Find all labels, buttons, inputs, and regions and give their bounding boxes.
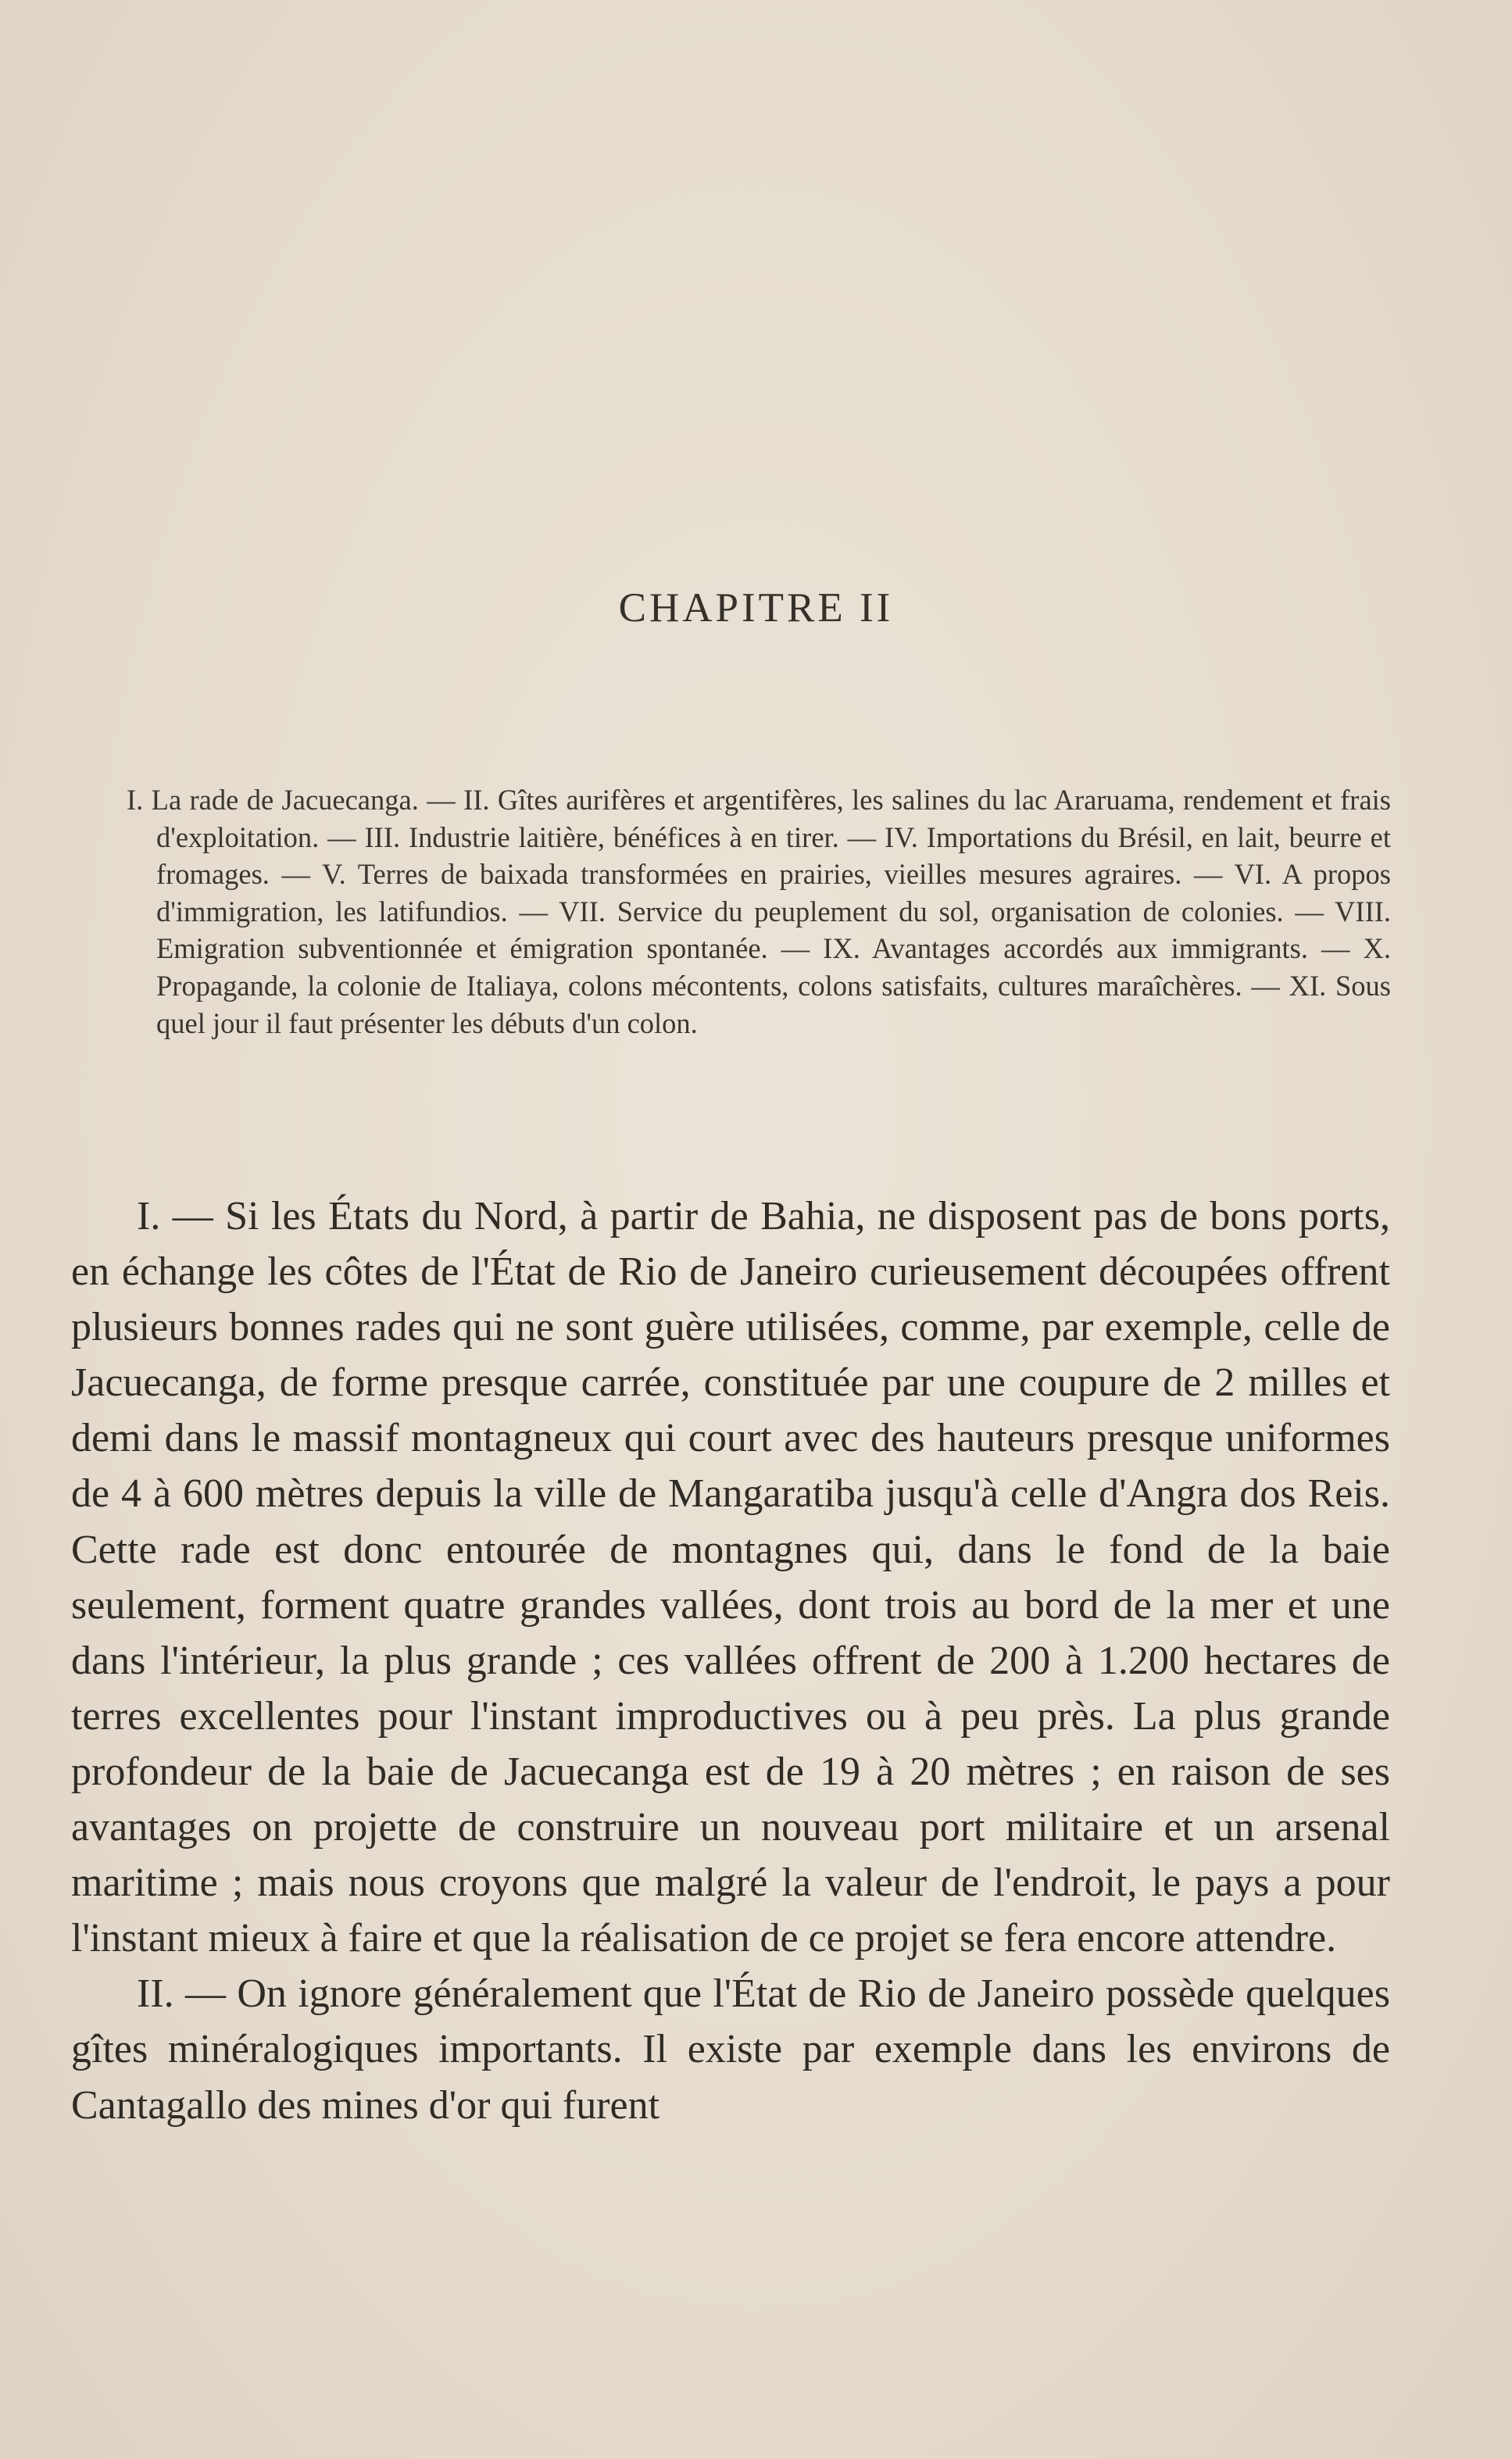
chapter-summary: I. La rade de Jacuecanga. — II. Gîtes aurifères et argentifères, les salines du lac Araruama, rendement et frais d'exploitation. — III. Industrie laitière, bénéfices à en tirer. — IV. Importations du Brésil, en lait, beurre et fromages. — V. Terres de baixada transformées en prairies, vieilles mesures agraires. — VI. A propos d'immigration, les latifundios. — VII. Service du peuplement du sol, organisation de colonies. — VIII. Emigration subventionnée et émigration spontanée. — IX. Avantages accordés aux immigrants. — X. Propagande, la colonie de Italiaya, colons mécontents, colons satisfaits, cultures maraîchères. — XI. Sous quel jour il faut présenter les débuts d'un colon. [127, 784, 1391, 1039]
body-text [71, 1188, 1390, 2133]
chapter-title: CHAPITRE II [618, 585, 894, 631]
body-paragraph-1: I. — Si les États du Nord, à partir de Bahia, ne disposent pas de bons ports, en échange les côtes de l'État de Rio de Janeiro curieusement découpées offrent plusieurs bonnes rades qui ne sont guère utilisées, comme, par exemple, celle de Jacuecanga, de forme presque carrée, constituée par une coupure de 2 milles et demi dans le massif montagneux qui court avec des hauteurs presque uniformes de 4 à 600 mètres depuis la ville de Mangaratiba jusqu'à celle d'Angra dos Reis. Cette rade est donc entourée de montagnes qui, dans le fond de la baie seulement, forment quatre grandes vallées, dont trois au bord de la mer et une dans l'intérieur, la plus grande ; ces vallées offrent de 200 à 1.200 hectares de terres excellentes pour l'instant improductives ou à peu près. La plus grande profondeur de la baie de Jacuecanga est de 19 à 20 mètres ; en raison de ses avantages on projette de construire un nouveau port militaire et un arsenal maritime ; mais nous croyons que malgré la valeur de l'endroit, le pays a pour l'instant mieux à faire et que la réalisation de ce projet se fera encore attendre. [71, 1194, 1390, 1961]
body-paragraph-2: II. — On ignore généralement que l'État de Rio de Janeiro possède quelques gîtes minéralogiques importants. Il existe par exemple dans les environs de Cantagallo des mines d'or qui furent [71, 1971, 1390, 2128]
